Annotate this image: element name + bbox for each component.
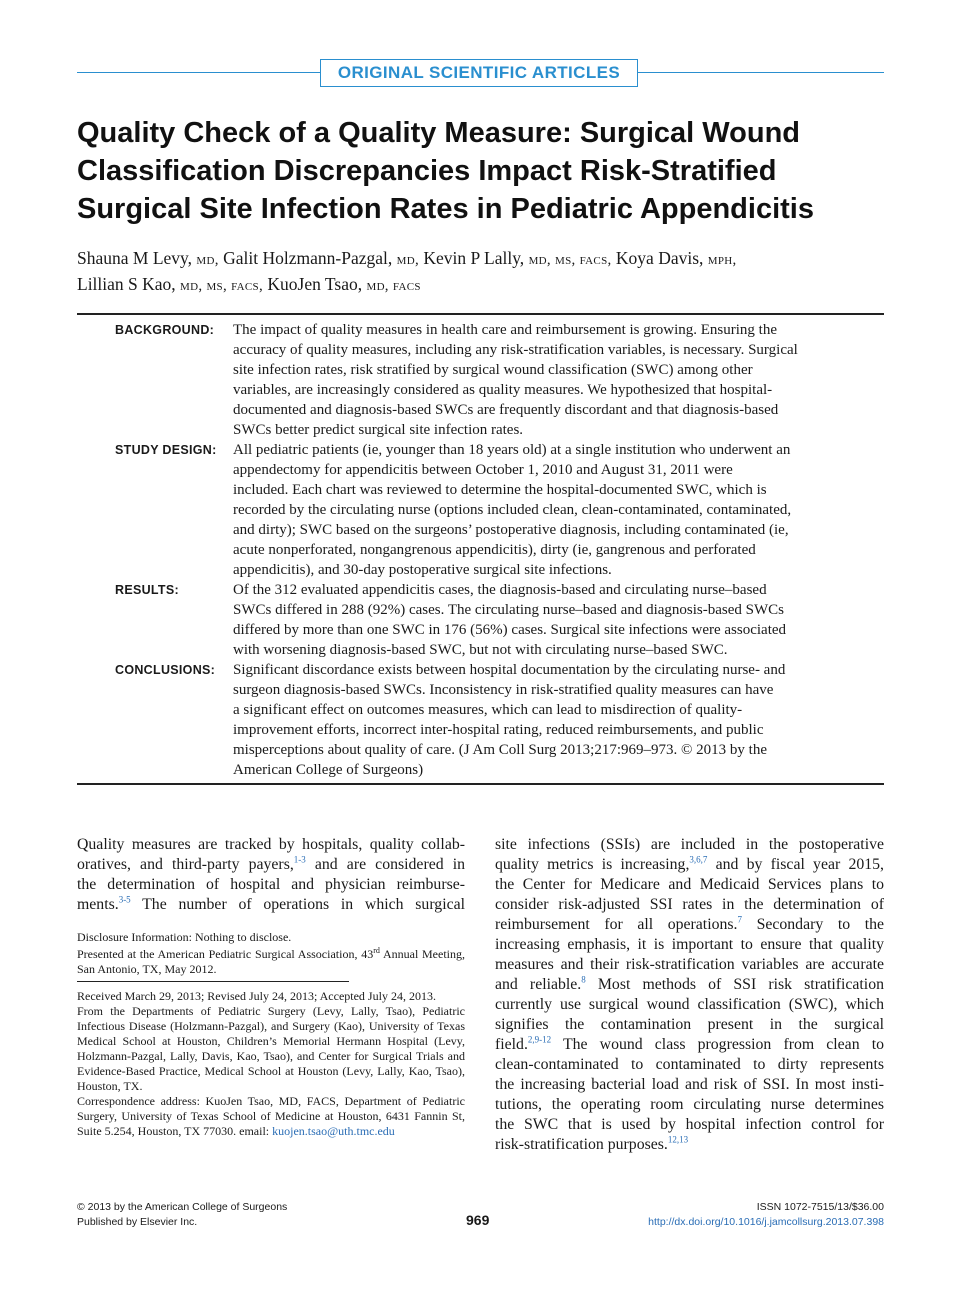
body-line: signifies the contamination present in the surgical [495,1016,884,1033]
citation-link[interactable]: 12,13 [667,1134,689,1145]
abstract-line: SWCs differed in 288 (92%) cases. The circulating nurse–based and diagnosis-based SWCs [233,602,784,618]
presented-note [77,947,465,977]
text-span: oratives, and third-party payers, [77,856,294,873]
author-credentials: md, [196,252,219,268]
right-column-text [495,835,884,1155]
abstract-line: and dirty); SWC based on the surgeons’ postoperative diagnosis, including contaminated (ie, [233,522,789,538]
body-line: consider risk-adjusted SSI rates in the determination of [495,896,884,913]
article-title [77,114,897,228]
abstract-text [233,320,833,440]
text-span: The wound class progression from clean to [551,1036,884,1053]
citation-link[interactable]: 8 [581,974,586,985]
body-line [495,915,884,935]
abstract-text [233,580,833,660]
body-line: clean-contaminated to contaminated to dirty represents [495,1056,884,1073]
text-span: rd [373,946,380,955]
citation-link[interactable]: 1-3 [293,854,306,865]
body-line: the SWC that is used by hospital infection control for [495,1116,884,1133]
body-line [77,855,465,875]
author-credentials: md, facs [366,278,421,294]
abstract-line: documented and diagnosis-based SWCs are frequently discordant and that diagnosis-based [233,402,779,418]
author-name: Lillian S Kao, [77,274,176,294]
body-line: the increasing bacterial load and risk of SSI. In most insti- [495,1076,884,1093]
citation-link[interactable]: 2,9-12 [527,1034,552,1045]
body-line [495,1035,884,1055]
body-line: site infections (SSIs) are included in the postoperative [495,836,884,853]
correspondence-note [77,1094,465,1139]
body-line: increasing emphasis, it is important to ensure that quality [495,936,884,953]
abstract-line: accuracy of quality measures, including any risk-stratification variables, is necessary. Surgical [233,342,798,358]
body-line [495,975,884,995]
abstract-line: with worsening diagnosis-based SWC, but not with circulating nurse–based SWC. [233,642,728,658]
header-rule-right [638,72,884,73]
abstract-text [233,440,833,580]
abstract-line: The impact of quality measures in health care and reimbursement is growing. Ensuring the [233,322,778,338]
abstract-line: Significant discordance exists between hospital documentation by the circulating nurse- and [233,662,786,678]
abstract-line: differed by more than one SWC in 176 (56%) cases. Surgical site infections were associated [233,622,787,638]
text-span: Secondary to the [741,916,885,933]
abstract-line: appendicitis), and 30-day postoperative surgical site infections. [233,562,612,578]
email-link[interactable]: kuojen.tsao@uth.tmc.edu [272,1124,395,1138]
abstract-label: RESULTS: [115,583,179,597]
body-line: the Center for Medicare and Medicaid Services plans to [495,876,884,893]
title-line: Surgical Site Infection Rates in Pediatric Appendicitis [77,193,814,225]
body-line [77,895,465,915]
header-rule-left [77,72,320,73]
text-span: quality metrics is increasing, [495,856,690,873]
title-line: Quality Check of a Quality Measure: Surgical Wound [77,117,801,149]
publisher-text: Published by Elsevier Inc. [77,1216,198,1228]
issn-text: ISSN 1072-7515/13/$36.00 [756,1201,884,1213]
author-name: KuoJen Tsao, [267,274,363,294]
page-number: 969 [466,1212,490,1228]
footer-left [77,1200,287,1230]
text-span: risk-stratification purposes. [495,1136,668,1153]
text-span: Annual Meeting, San Antonio, TX, May 2012. [77,947,466,976]
abstract-line: Of the 312 evaluated appendicitis cases, the diagnosis-based and circulating nurse–based [233,582,767,598]
abstract-label: CONCLUSIONS: [115,663,216,677]
citation-link[interactable]: 3-5 [118,894,131,905]
abstract-text [233,660,833,780]
section-tag: ORIGINAL SCIENTIFIC ARTICLES [320,59,638,87]
author-credentials: md, [396,252,420,268]
abstract-study-design [77,440,884,580]
abstract-label: BACKGROUND: [115,323,215,337]
disclosure-text: Disclosure Information: Nothing to disclose. [77,930,292,944]
affiliation-note: From the Departments of Pediatric Surgery (Levy, Lally, Tsao), Pediatric Infectious Disease (Holzmann-Pazgal), and Surgery (Kao), University of Texas Medical School at Houston, Children’s Memorial Hermann Hospital (Levy, Holzmann-Pazgal, Lally, Davis, Kao, Tsao), and Center for Surgical Trials and Evidence-Based Practice, Medical School at Houston (Levy, Lally, Kao, Tsao), Houston, TX. [77,1004,465,1093]
author-line [77,272,887,298]
footnote-rule [77,981,349,982]
abstract-line: American College of Surgeons) [233,762,424,778]
doi-link[interactable]: http://dx.doi.org/10.1016/j.jamcollsurg.2013.07.398 [648,1216,884,1228]
text-span: Correspondence address: KuoJen Tsao, MD, FACS, Department of Pediatric Surgery, University of Texas School of Medicine at Houston, 6431 Fannin St, Suite 5.254, Houston, TX 77030. email: [77,1094,465,1138]
abstract-top-rule [77,313,884,315]
text-span: and by fiscal year 2015, [707,856,884,873]
abstract-line: variables, are increasingly considered as quality measures. We hypothesized that hospital- [233,382,773,398]
abstract-line: a significant effect on outcomes measures, which can lead to misdirection of quality- [233,702,743,718]
disclosure-note [77,930,465,945]
text-span: and are considered in [305,856,465,873]
abstract-line: recorded by the circulating nurse (options included clean, clean-contaminated, contaminated, [233,502,792,518]
text-span: Presented at the American Pediatric Surgical Association, 43 [77,947,374,961]
abstract-line: appendectomy for appendicitis between October 1, 2010 and August 31, 2011 were [233,462,733,478]
abstract-conclusions [77,660,884,780]
body-line [495,855,884,875]
author-credentials: md, ms, facs, [180,278,264,294]
footer-right [648,1200,884,1230]
text-span: ments. [77,896,119,913]
abstract-label: STUDY DESIGN: [115,443,217,457]
abstract-line: site infection rates, risk stratified by surgical wound classification (SWC) among other [233,362,753,378]
abstract-line: surgeon diagnosis-based SWCs. Inconsistency in risk-stratified quality measures can have [233,682,774,698]
author-name: Kevin P Lally, [423,248,525,268]
abstract-line: improvement efforts, incorrect inter-hospital rating, reduced reimbursements, and public [233,722,764,738]
text-span: The number of operations in which surgical [130,896,465,913]
copyright-text: © 2013 by the American College of Surgeons [77,1201,288,1213]
body-line: measures and their risk-stratification variables are accurate [495,956,884,973]
received-note: Received March 29, 2013; Revised July 24, 2013; Accepted July 24, 2013. [77,989,436,1003]
abstract-line: included. Each chart was reviewed to determine the hospital-documented SWC, which is [233,482,767,498]
author-name: Galit Holzmann-Pazgal, [223,248,393,268]
author-credentials: mph, [707,252,737,268]
abstract-line: acute nonperforated, nongangrenous appendicitis), dirty (ie, gangrenous and perforated [233,542,756,558]
body-line: tutions, the operating room circulating nurse determines [495,1096,884,1113]
author-name: Koya Davis, [615,248,704,268]
body-line: the determination of hospital and physician reimburse- [77,876,465,893]
citation-link[interactable]: 3,6,7 [689,854,708,865]
abstract-line: misperceptions about quality of care. (J Am Coll Surg 2013;217:969–973. © 2013 by the [233,742,767,758]
abstract-line: All pediatric patients (ie, younger than 18 years old) at a single institution who underwent an [233,442,791,458]
author-name: Shauna M Levy, [77,248,193,268]
abstract-bottom-rule [77,783,884,785]
abstract-results [77,580,884,660]
text-span: Most methods of SSI risk stratification [585,976,884,993]
body-line: currently use surgical wound classification (SWC), which [495,996,884,1013]
title-line: Classification Discrepancies Impact Risk-Stratified [77,155,777,187]
author-line [77,246,887,272]
author-list [77,246,887,298]
abstract-background [77,320,884,440]
body-line [495,1135,884,1155]
text-span: field. [495,1036,528,1053]
left-column-text [77,835,465,915]
body-line: Quality measures are tracked by hospitals, quality collab- [77,836,465,853]
citation-link[interactable]: 7 [737,914,742,925]
text-span: and reliable. [495,976,582,993]
text-span: reimbursement for all operations. [495,916,738,933]
author-credentials: md, ms, facs, [528,252,612,268]
abstract-line: SWCs better predict surgical site infection rates. [233,422,524,438]
